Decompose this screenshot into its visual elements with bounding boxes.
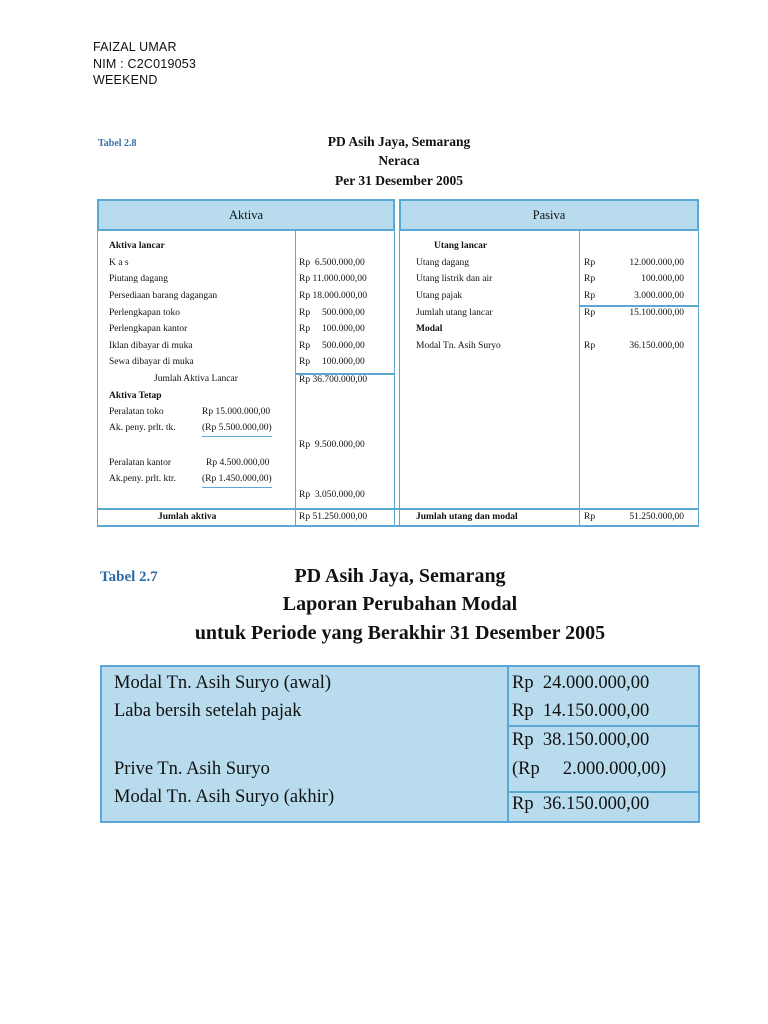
peralatan-toko-value: Rp 15.000.000,00 <box>202 407 271 417</box>
column-line <box>295 231 296 527</box>
utang-item-value: 12.000.000,00 <box>629 258 684 268</box>
ak-peny-kantor-label: Ak.peny. prlt. ktr. <box>109 474 176 484</box>
company-title: PD Asih Jaya, Semarang <box>327 134 471 149</box>
nilai-peralatan-kantor: Rp 3.050.000,00 <box>299 490 365 500</box>
utang-lancar-title: Utang lancar <box>434 241 488 251</box>
aktiva-item-label: Iklan dibayar di muka <box>109 341 193 351</box>
student-header <box>93 39 196 89</box>
subtotal-line <box>579 305 698 307</box>
aktiva-item-value: Rp 18.000.000,00 <box>299 291 368 301</box>
aktiva-lancar-title: Aktiva lancar <box>109 241 165 251</box>
jumlah-utang-lancar-value: 15.100.000,00 <box>629 308 684 318</box>
jumlah-aktiva-lancar-label: Jumlah Aktiva Lancar <box>154 374 238 384</box>
jumlah-aktiva-lancar-value: Rp 36.700.000,00 <box>299 375 368 385</box>
pasiva-header: Pasiva <box>399 199 699 231</box>
jumlah-utang-modal-value: 51.250.000,00 <box>629 512 684 522</box>
total-line <box>509 791 698 793</box>
modal-row-value: (Rp 2.000.000,00) <box>512 759 667 779</box>
peralatan-toko-label: Peralatan toko <box>109 407 164 417</box>
utang-item-rp: Rp <box>584 291 596 301</box>
student-name: FAIZAL UMAR <box>93 40 177 54</box>
modal-title: Modal <box>416 324 443 334</box>
jumlah-utang-lancar-rp: Rp <box>584 308 596 318</box>
aktiva-header: Aktiva <box>97 199 395 231</box>
report-title: Neraca <box>378 153 420 168</box>
jumlah-aktiva-label: Jumlah aktiva <box>158 512 217 522</box>
modal-row-value: Rp 24.000.000,00 <box>512 673 650 693</box>
utang-item-rp: Rp <box>584 274 596 284</box>
company-title: PD Asih Jaya, Semarang <box>294 565 506 587</box>
modal-table <box>100 665 700 823</box>
neraca-table-image <box>94 128 704 534</box>
aktiva-item-value: Rp 500.000,00 <box>299 341 365 351</box>
column-line <box>399 231 400 527</box>
modal-row-value: Rp 36.150.000,00 <box>512 794 650 814</box>
total-line <box>97 508 699 510</box>
modal-label: Modal Tn. Asih Suryo <box>416 341 501 351</box>
student-nim: NIM : C2C019053 <box>93 56 197 71</box>
aktiva-item-value: Rp 100.000,00 <box>299 357 365 367</box>
aktiva-item-label: K a s <box>109 258 129 268</box>
bottom-line <box>97 525 699 527</box>
jumlah-utang-lancar-label: Jumlah utang lancar <box>416 308 493 318</box>
aktiva-item-value: Rp 500.000,00 <box>299 308 365 318</box>
column-line <box>507 667 509 821</box>
student-class: WEEKEND <box>93 73 158 87</box>
modal-row-value: Rp 38.150.000,00 <box>512 730 650 750</box>
modal-rp: Rp <box>584 341 596 351</box>
aktiva-item-value: Rp 6.500.000,00 <box>299 258 365 268</box>
modal-row-label: Prive Tn. Asih Suryo <box>114 759 270 779</box>
aktiva-item-value: Rp 11.000.000,00 <box>299 274 367 284</box>
utang-item-value: 3.000.000,00 <box>634 291 684 301</box>
column-line <box>579 231 580 527</box>
column-line <box>394 231 395 527</box>
modal-row-label: Modal Tn. Asih Suryo (akhir) <box>114 787 335 807</box>
aktiva-item-label: Sewa dibayar di muka <box>109 357 194 367</box>
aktiva-item-label: Piutang dagang <box>109 274 168 284</box>
utang-item-label: Utang pajak <box>416 291 463 301</box>
table-label: Tabel 2.8 <box>98 138 137 149</box>
aktiva-item-label: Persediaan barang dagangan <box>109 291 218 301</box>
report-date: Per 31 Desember 2005 <box>334 173 464 188</box>
aktiva-tetap-title: Aktiva Tetap <box>109 391 162 401</box>
modal-row-label: Laba bersih setelah pajak <box>114 701 302 721</box>
utang-item-label: Utang listrik dan air <box>416 274 493 284</box>
ak-peny-toko-label: Ak. peny. prlt. tk. <box>109 423 176 433</box>
ak-peny-toko-value: (Rp 5.500.000,00) <box>202 423 272 437</box>
peralatan-kantor-label: Peralatan kantor <box>109 458 171 468</box>
perubahan-modal-table-image <box>94 559 706 829</box>
modal-row-value: Rp 14.150.000,00 <box>512 701 650 721</box>
nilai-peralatan-toko: Rp 9.500.000,00 <box>299 440 365 450</box>
utang-item-rp: Rp <box>584 258 596 268</box>
utang-item-value: 100.000,00 <box>641 274 684 284</box>
aktiva-item-label: Perlengkapan toko <box>109 308 180 318</box>
frame-line <box>97 231 98 527</box>
frame-line <box>698 231 699 527</box>
subtotal-line <box>509 725 698 727</box>
aktiva-item-label: Perlengkapan kantor <box>109 324 188 334</box>
jumlah-utang-modal-label: Jumlah utang dan modal <box>416 512 518 522</box>
modal-row-label: Modal Tn. Asih Suryo (awal) <box>114 673 332 693</box>
ak-peny-kantor-value: (Rp 1.450.000,00) <box>202 474 272 488</box>
report-period: untuk Periode yang Berakhir 31 Desember 2005 <box>194 622 606 644</box>
report-title: Laporan Perubahan Modal <box>282 593 518 615</box>
utang-item-label: Utang dagang <box>416 258 470 268</box>
modal-value: 36.150.000,00 <box>629 341 684 351</box>
aktiva-item-value: Rp 100.000,00 <box>299 324 365 334</box>
table-label: Tabel 2.7 <box>100 569 158 585</box>
peralatan-kantor-value: Rp 4.500.000,00 <box>206 458 270 468</box>
jumlah-aktiva-value: Rp 51.250.000,00 <box>299 512 368 522</box>
jumlah-utang-modal-rp: Rp <box>584 512 596 522</box>
